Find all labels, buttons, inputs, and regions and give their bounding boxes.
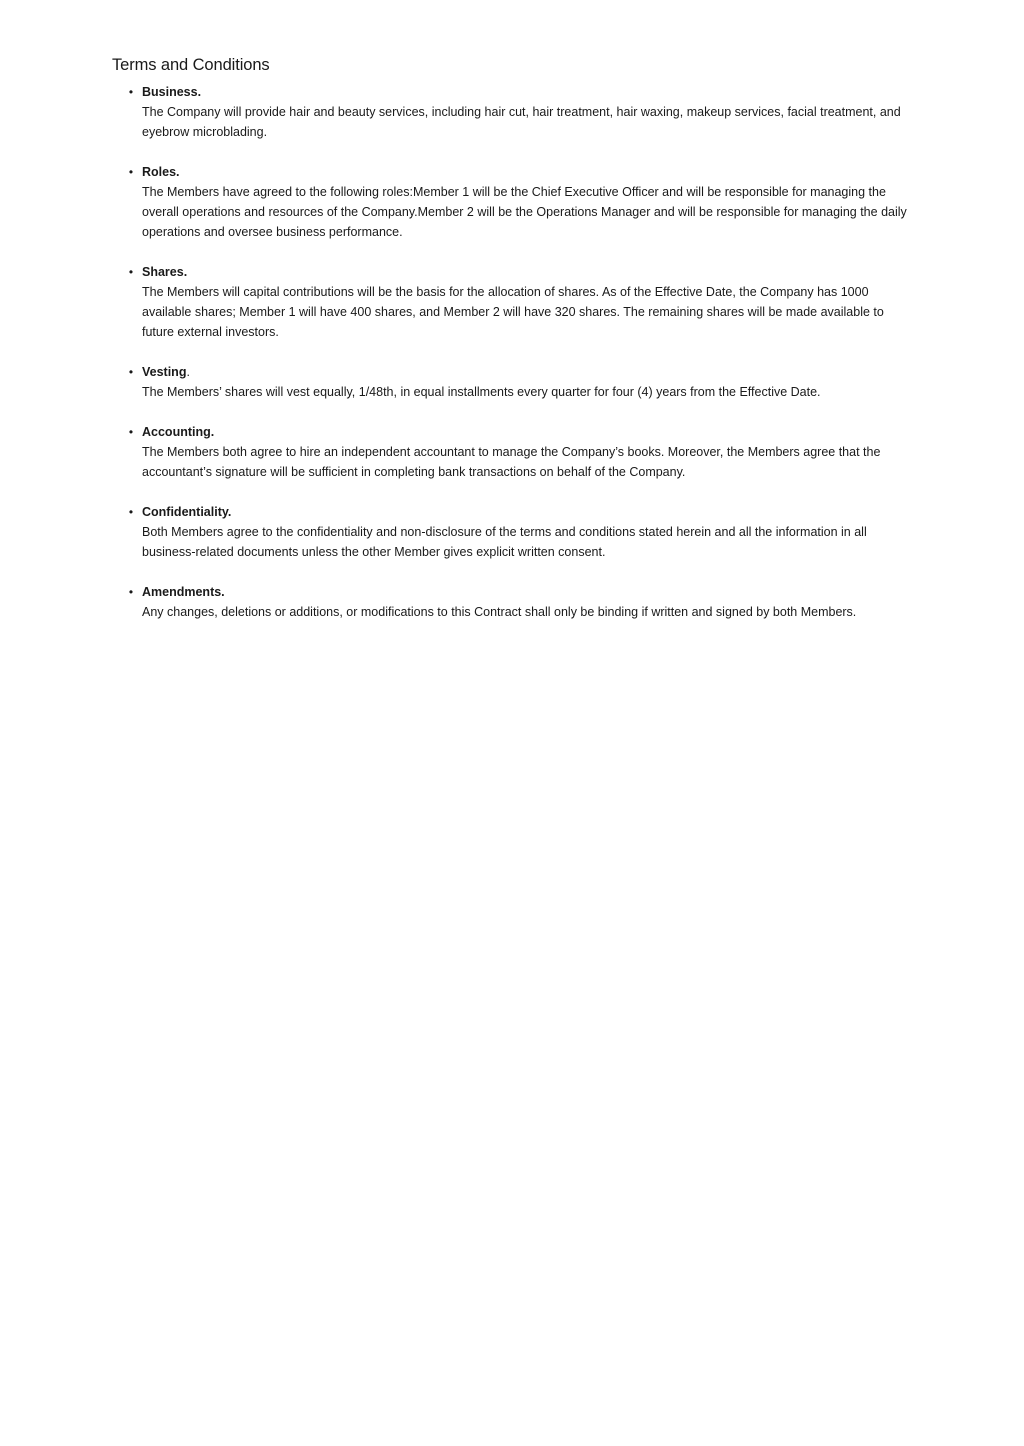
- term-heading: Confidentiality.: [142, 505, 232, 519]
- page-title: Terms and Conditions: [112, 56, 270, 74]
- term-body: The Members will capital contributions will be the basis for the allocation of shares. As of the Effective Date, the Company has 1000 available shares; Member 1 will have 400 shares, and Member 2 will have 320 shares. The remaining shares will be made available to future external investors.: [142, 285, 884, 339]
- term-heading-line: [142, 362, 914, 382]
- term-item-business: [112, 82, 914, 142]
- term-body: Any changes, deletions or additions, or modifications to this Contract shall only be binding if written and signed by both Members.: [142, 605, 857, 619]
- term-item-confidentiality: [112, 502, 914, 562]
- term-heading-line: [142, 422, 914, 442]
- term-heading-line: [142, 262, 914, 282]
- term-heading-suffix: .: [186, 365, 190, 379]
- terms-list: [112, 82, 914, 622]
- term-heading-line: [142, 502, 914, 522]
- bullet-icon: •: [128, 165, 134, 179]
- bullet-icon: •: [128, 425, 134, 439]
- term-heading-line: [142, 582, 914, 602]
- term-item-amendments: [112, 582, 914, 622]
- bullet-icon: •: [128, 265, 134, 279]
- term-body: Both Members agree to the confidentiality and non-disclosure of the terms and conditions stated herein and all the information in all business-related documents unless the other Member gives explicit written consent.: [142, 525, 867, 559]
- term-heading: Business.: [142, 85, 202, 99]
- term-heading: Amendments.: [142, 585, 225, 599]
- bullet-icon: •: [128, 85, 134, 99]
- bullet-icon: •: [128, 585, 134, 599]
- term-heading-line: [142, 82, 914, 102]
- term-heading-line: [142, 162, 914, 182]
- bullet-icon: •: [128, 365, 134, 379]
- term-body: The Company will provide hair and beauty services, including hair cut, hair treatment, hair waxing, makeup services, facial treatment, and eyebrow microblading.: [142, 105, 901, 139]
- term-item-vesting: [112, 362, 914, 402]
- term-heading: Accounting.: [142, 425, 215, 439]
- term-item-accounting: [112, 422, 914, 482]
- term-body: The Members both agree to hire an independent accountant to manage the Company’s books. Moreover, the Members agree that the accountant’s signature will be sufficient in completing bank transactions on behalf of the Company.: [142, 445, 881, 479]
- term-item-roles: [112, 162, 914, 242]
- term-body: The Members’ shares will vest equally, 1/48th, in equal installments every quarter for four (4) years from the Effective Date.: [142, 385, 821, 399]
- term-heading: Shares.: [142, 265, 188, 279]
- term-heading: Roles.: [142, 165, 180, 179]
- bullet-icon: •: [128, 505, 134, 519]
- term-heading: Vesting: [142, 365, 187, 379]
- term-body: The Members have agreed to the following roles:Member 1 will be the Chief Executive Officer and will be responsible for managing the overall operations and resources of the Company.Member 2 will be the Operations Manager and will be responsible for managing the daily operations and oversee business performance.: [142, 185, 907, 239]
- term-item-shares: [112, 262, 914, 342]
